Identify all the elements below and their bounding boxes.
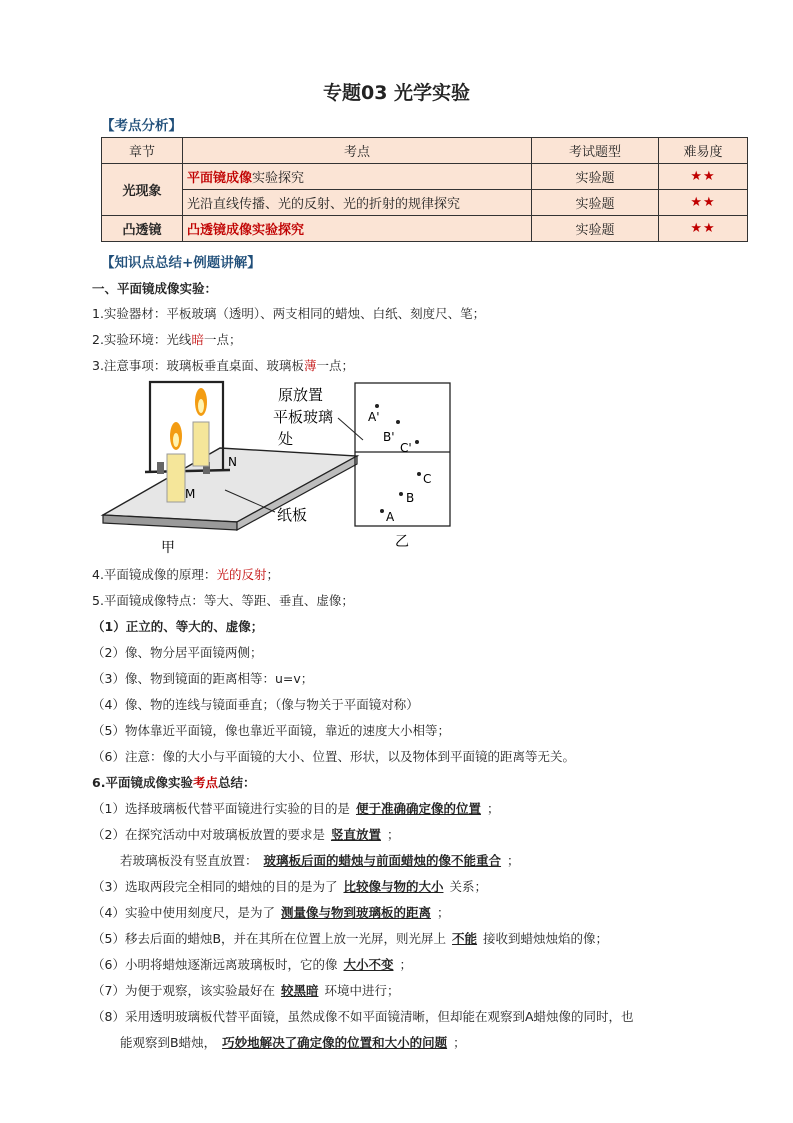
text-line: （1）正立的、等大的、虚像； (92, 619, 264, 634)
callout-paper: 纸板 (277, 506, 308, 524)
label-n: N (228, 455, 237, 469)
question-line: （2）在探究活动中对玻璃板放置的要求是 竖直放置 ； (92, 827, 400, 842)
page-title: 专题03 光学实验 (322, 82, 471, 104)
clip-left (157, 462, 164, 474)
section-heading-analysis: 【考点分析】 (101, 118, 182, 134)
question-line: （4）实验中使用刻度尺，是为了 测量像与物到玻璃板的距离 ； (92, 905, 450, 920)
exam-points-table (101, 137, 748, 242)
type-cell: 实验题 (532, 164, 659, 190)
heading-summary: 6.平面镜成像实验考点总结： (92, 775, 256, 790)
question-line: （1）选择玻璃板代替平面镜进行实验的目的是 便于准确确定像的位置 ； (92, 801, 500, 816)
point-label: B' (383, 430, 395, 444)
question-line: （7）为便于观察，该实验最好在 较黑暗 环境中进行； (92, 983, 400, 998)
callout-glass: 处 (278, 430, 294, 448)
table-row (102, 190, 748, 216)
point-label: A' (368, 410, 380, 424)
table-header: 考试题型 (532, 138, 659, 164)
callout-glass: 平板玻璃 (273, 408, 334, 426)
text-line: （3）像、物到镜面的距离相等：u=v； (92, 671, 314, 686)
question-line: 若玻璃板没有竖直放置： 玻璃板后面的蜡烛与前面蜡烛的像不能重合 ； (120, 853, 520, 868)
difficulty-stars: ★★ (659, 190, 748, 216)
text-line: 4.平面镜成像的原理：光的反射； (92, 567, 279, 582)
table-header: 章节 (102, 138, 183, 164)
section-heading-knowledge: 【知识点总结+例题讲解】 (101, 255, 261, 271)
text-line: 1.实验器材：平板玻璃（透明）、两支相同的蜡烛、白纸、刻度尺、笔； (92, 306, 486, 321)
question-line: （6）小明将蜡烛逐渐远离玻璃板时，它的像 大小不变 ； (92, 957, 412, 972)
difficulty-stars: ★★ (659, 216, 748, 242)
question-line: （8）采用透明玻璃板代替平面镜，虽然成像不如平面镜清晰，但却能在观察到A蜡烛像的同时，也 (92, 1009, 634, 1024)
callout-glass: 原放置 (278, 386, 324, 404)
text-line: 3.注意事项：玻璃板垂直桌面、玻璃板薄一点； (92, 358, 354, 373)
caption-left: 甲 (161, 540, 175, 556)
text-line: （5）物体靠近平面镜，像也靠近平面镜，靠近的速度大小相等； (92, 723, 450, 738)
chapter-cell: 光现象 (102, 164, 183, 216)
question-line: （3）选取两段完全相同的蜡烛的目的是为了 比较像与物的大小 关系； (92, 879, 487, 894)
text-line: （6）注意：像的大小与平面镜的大小、位置、形状，以及物体到平面镜的距离等无关。 (92, 749, 575, 764)
point-cell: 平面镜成像实验探究 (183, 164, 532, 190)
experiment-figure (95, 378, 465, 558)
heading-plane-mirror: 一、平面镜成像实验： (92, 281, 218, 296)
callout-glass-line (338, 418, 363, 440)
text-line: 2.实验环境：光线暗一点； (92, 332, 242, 347)
point-label: C (423, 472, 432, 486)
point-cell: 凸透镜成像实验探究 (183, 216, 532, 242)
text-line: （4）像、物的连线与镜面垂直；（像与物关于平面镜对称） (92, 697, 419, 712)
text-line: （2）像、物分居平面镜两侧； (92, 645, 263, 660)
question-line: （5）移去后面的蜡烛B，并在其所在位置上放一光屏，则光屏上 不能 接收到蜡烛烛焰的像； (92, 931, 609, 946)
candle-back (193, 422, 209, 466)
point-label: A (386, 510, 395, 524)
point-label: B (406, 491, 415, 505)
point-label: C' (400, 441, 412, 455)
table-header: 难易度 (659, 138, 748, 164)
caption-right: 乙 (395, 534, 409, 550)
table-header: 考点 (183, 138, 532, 164)
candle-front (167, 454, 185, 502)
table-header-row (102, 138, 748, 164)
question-line: 能观察到B蜡烛， 巧妙地解决了确定像的位置和大小的问题 ； (120, 1035, 466, 1050)
point-cell: 光沿直线传播、光的反射、光的折射的规律探究 (183, 190, 532, 216)
table-row (102, 216, 748, 242)
table-row (102, 164, 748, 190)
type-cell: 实验题 (532, 190, 659, 216)
label-m: M (185, 487, 196, 501)
chapter-cell: 凸透镜 (102, 216, 183, 242)
type-cell: 实验题 (532, 216, 659, 242)
difficulty-stars: ★★ (659, 164, 748, 190)
text-line: 5.平面镜成像特点：等大、等距、垂直、虚像； (92, 593, 354, 608)
